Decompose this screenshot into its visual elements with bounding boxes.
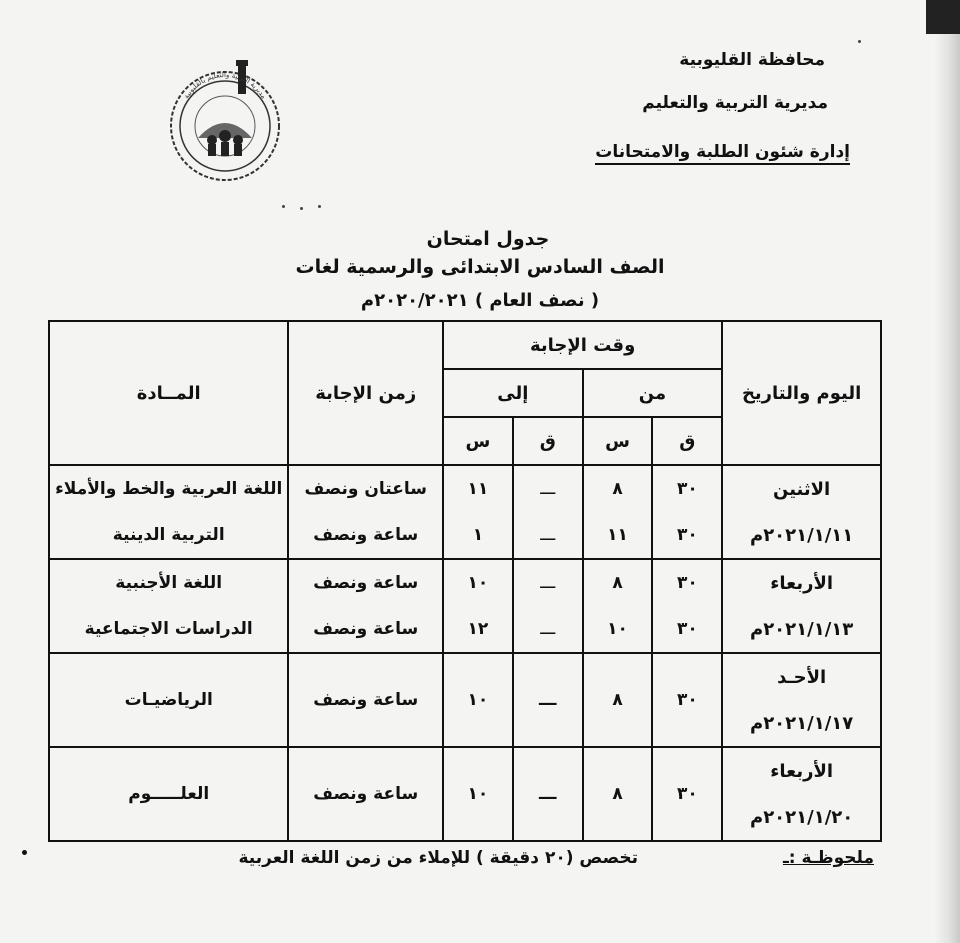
subject: الدراسات الاجتماعية: [84, 619, 253, 639]
duration: ساعة ونصف: [313, 619, 419, 639]
to-hour: ١٠: [443, 747, 513, 841]
directorate-seal-logo: [160, 58, 290, 183]
table-row: [49, 559, 881, 653]
exam-date: ٢٠٢١/١/٢٠م: [749, 806, 854, 828]
note-label: ملحوظـة :ـ: [782, 848, 874, 868]
directorate-name: مديرية التربية والتعليم: [642, 93, 828, 113]
from-minute: ٣٠: [676, 525, 698, 545]
page-edge-shadow: [934, 0, 960, 943]
subject: الرياضيـات: [49, 653, 288, 747]
day-name: الاثنين: [773, 478, 831, 500]
from-minute: ٣٠: [676, 619, 698, 639]
scan-speck: [858, 40, 861, 43]
scan-speck: [318, 205, 321, 208]
exam-date: ٢٠٢١/١/١١م: [749, 524, 854, 546]
scan-speck: [300, 207, 303, 210]
duration: ساعة ونصف: [313, 573, 419, 593]
day-name: الأحـد: [777, 666, 827, 688]
header-from: من: [583, 369, 723, 417]
header-to: إلى: [443, 369, 583, 417]
duration: ساعة ونصف: [313, 525, 419, 545]
duration: ساعة ونصف: [288, 747, 443, 841]
from-hour: ٨: [612, 573, 623, 593]
from-hour: ٨: [583, 653, 653, 747]
to-hour: ١٢: [467, 619, 489, 639]
note-text: تخصص (٢٠ دقيقة ) للإملاء من زمن اللغة العربية: [238, 848, 638, 868]
exam-schedule-table: [48, 320, 882, 842]
from-minute: ٣٠: [676, 479, 698, 499]
to-hour-cell: [443, 559, 513, 653]
to-hour: ١٠: [467, 573, 489, 593]
table-row: [49, 465, 881, 559]
header-from-hour: س: [583, 417, 653, 465]
from-hour-cell: [583, 465, 653, 559]
scan-corner: [926, 0, 960, 34]
subject: اللغة الأجنبية: [115, 573, 223, 593]
to-minute: ـــ: [540, 619, 556, 639]
from-hour: ٨: [583, 747, 653, 841]
duration: ساعة ونصف: [288, 653, 443, 747]
to-minute: ـــ: [513, 653, 583, 747]
header-day-date: اليوم والتاريخ: [722, 321, 881, 465]
header-subject: المــادة: [49, 321, 288, 465]
from-minute-cell: [652, 465, 722, 559]
table-row: [49, 653, 881, 747]
header-to-hour: س: [443, 417, 513, 465]
from-minute-cell: [652, 559, 722, 653]
term-title: ( نصف العام ) ٢٠٢٠/٢٠٢١م: [360, 290, 600, 311]
to-minute: ـــ: [540, 525, 556, 545]
to-minute: ـــ: [513, 747, 583, 841]
duration-cell: [288, 465, 443, 559]
subject: التربية الدينية: [112, 525, 225, 545]
from-minute: ٣٠: [652, 747, 722, 841]
grade-title: الصف السادس الابتدائى والرسمية لغات: [295, 256, 665, 278]
administration-name: إدارة شئون الطلبة والامتحانات: [595, 142, 850, 165]
day-date-cell: [722, 465, 881, 559]
header-answer-time: وقت الإجابة: [443, 321, 722, 369]
to-hour: ١١: [467, 479, 489, 499]
day-date-cell: [722, 559, 881, 653]
to-minute: ـــ: [540, 573, 556, 593]
to-hour: ١٠: [443, 653, 513, 747]
header-duration: زمن الإجابة: [288, 321, 443, 465]
duration-cell: [288, 559, 443, 653]
from-hour: ٨: [612, 479, 623, 499]
to-minute-cell: [513, 465, 583, 559]
to-minute: ـــ: [540, 479, 556, 499]
scan-speck: [282, 205, 285, 208]
governorate-name: محافظة القليوبية: [679, 50, 825, 70]
day-date-cell: [722, 747, 881, 841]
to-minute-cell: [513, 559, 583, 653]
to-hour-cell: [443, 465, 513, 559]
exam-date: ٢٠٢١/١/١٣م: [749, 618, 854, 640]
subject-cell: [49, 559, 288, 653]
day-date-cell: [722, 653, 881, 747]
scan-speck: [22, 850, 27, 855]
subject: العلـــــوم: [49, 747, 288, 841]
from-hour: ١١: [607, 525, 628, 545]
day-name: الأربعاء: [770, 572, 834, 594]
subject: اللغة العربية والخط والأملاء: [55, 479, 283, 499]
exam-date: ٢٠٢١/١/١٧م: [749, 712, 854, 734]
svg-text:مديرية التربية والتعليم بالقلي: مديرية التربية والتعليم بالقليوبية: [182, 70, 268, 101]
day-name: الأربعاء: [770, 760, 834, 782]
from-minute: ٣٠: [676, 573, 698, 593]
header-to-minute: ق: [513, 417, 583, 465]
table-row: [49, 747, 881, 841]
from-hour: ١٠: [607, 619, 628, 639]
subject-cell: [49, 465, 288, 559]
duration: ساعتان ونصف: [304, 479, 427, 499]
from-hour-cell: [583, 559, 653, 653]
header-from-minute: ق: [652, 417, 722, 465]
to-hour: ١: [472, 525, 484, 545]
schedule-title: جدول امتحان: [426, 228, 550, 250]
from-minute: ٣٠: [652, 653, 722, 747]
